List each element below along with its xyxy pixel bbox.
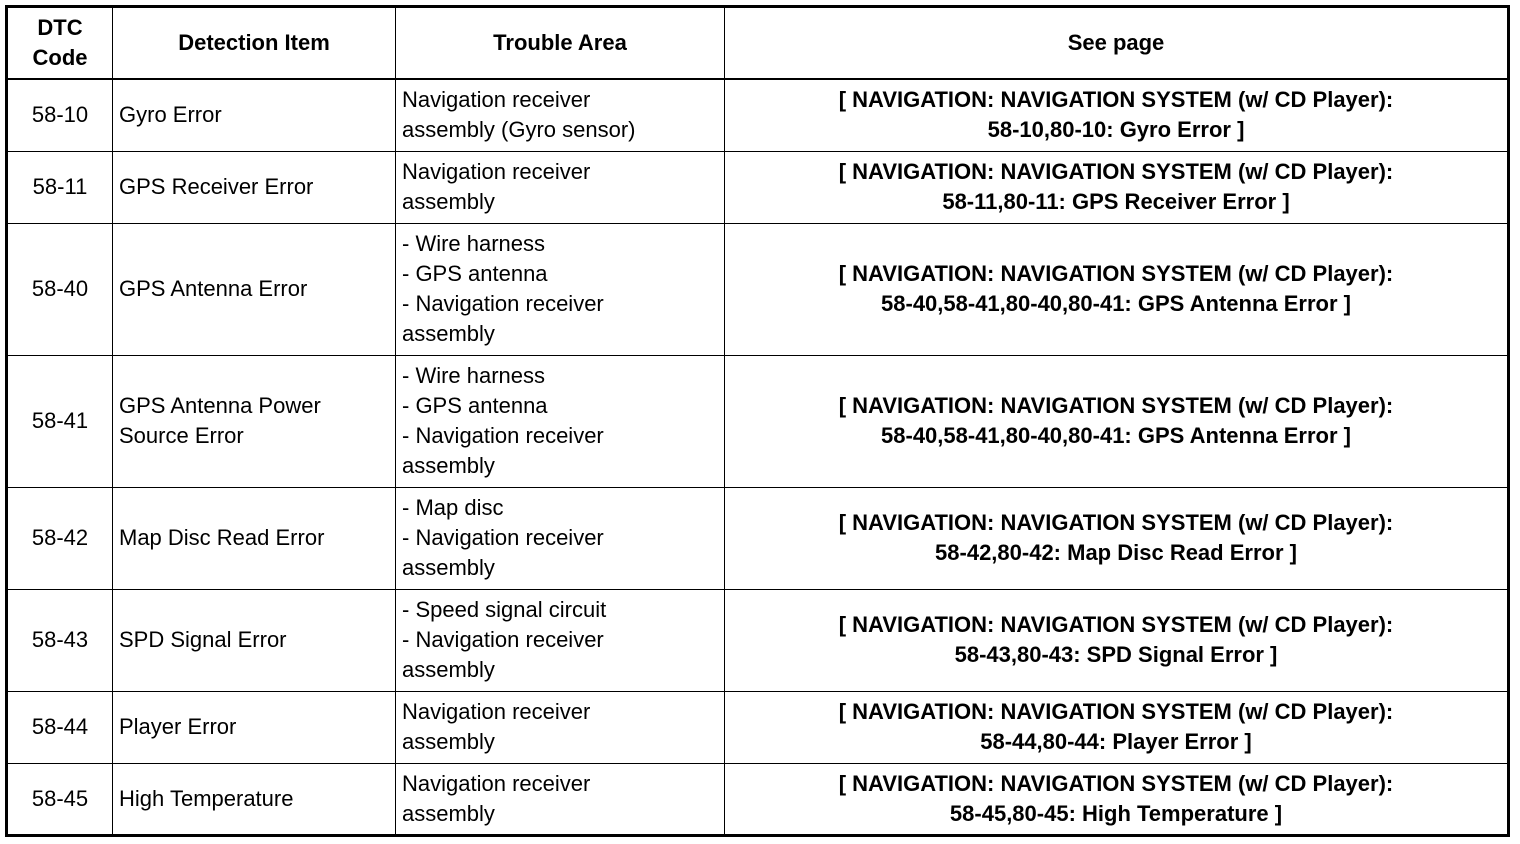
see-page-line: [ NAVIGATION: NAVIGATION SYSTEM (w/ CD Player): — [838, 261, 1394, 286]
trouble-area-line: assembly — [402, 453, 495, 478]
trouble-area-line: assembly — [402, 189, 495, 214]
see-page-line: 58-11,80-11: GPS Receiver Error ] — [942, 189, 1290, 214]
trouble-area-cell — [396, 151, 725, 223]
table-row — [7, 487, 1509, 589]
table-row — [7, 151, 1509, 223]
detection-item-cell — [113, 589, 396, 691]
see-page-line: 58-43,80-43: SPD Signal Error ] — [954, 642, 1278, 667]
table-row — [7, 589, 1509, 691]
trouble-area-cell — [396, 691, 725, 763]
see-page-cell — [725, 589, 1509, 691]
see-page-line: [ NAVIGATION: NAVIGATION SYSTEM (w/ CD Player): — [838, 770, 1394, 796]
dtc-code-cell: 58-45 — [7, 763, 113, 835]
see-page-line: [ NAVIGATION: NAVIGATION SYSTEM (w/ CD Player): — [838, 393, 1394, 418]
trouble-area-line: Navigation receiver — [402, 699, 591, 724]
table-body — [7, 79, 1509, 835]
dtc-table-container — [5, 5, 1510, 837]
see-page-line: [ NAVIGATION: NAVIGATION SYSTEM (w/ CD Player): — [838, 699, 1394, 724]
dtc-code-cell: 58-42 — [7, 487, 113, 589]
trouble-area-line: assembly — [402, 657, 495, 682]
table-row — [7, 355, 1509, 487]
see-page-cell — [725, 223, 1509, 355]
detection-item-line: Gyro Error — [119, 102, 222, 128]
dtc-table — [5, 5, 1510, 837]
detection-item-line: GPS Antenna Power — [119, 393, 321, 418]
see-page-cell — [725, 79, 1509, 151]
trouble-area-line: assembly — [402, 321, 495, 346]
see-page-line: 58-42,80-42: Map Disc Read Error ] — [935, 540, 1297, 565]
see-page-line: [ NAVIGATION: NAVIGATION SYSTEM (w/ CD Player): — [838, 612, 1394, 637]
trouble-area-cell — [396, 763, 725, 835]
dtc-code-cell: 58-41 — [7, 355, 113, 487]
trouble-area-line: - Navigation receiver — [402, 627, 604, 652]
detection-item-line: GPS Receiver Error — [119, 174, 314, 199]
header-see-page: See page — [725, 7, 1509, 80]
see-page-cell — [725, 487, 1509, 589]
trouble-area-line: - Speed signal circuit — [402, 597, 607, 622]
trouble-area-line: - Wire harness — [402, 363, 546, 388]
trouble-area-line: - Map disc — [402, 495, 504, 520]
trouble-area-cell — [396, 79, 725, 151]
detection-item-line: Source Error — [119, 423, 244, 448]
dtc-code-cell: 58-11 — [7, 151, 113, 223]
trouble-area-line: - GPS antenna — [402, 393, 548, 418]
detection-item-cell — [113, 151, 396, 223]
trouble-area-cell — [396, 355, 725, 487]
see-page-line: 58-40,58-41,80-40,80-41: GPS Antenna Error ] — [881, 291, 1351, 316]
header-row — [7, 7, 1509, 80]
see-page-line: 58-10,80-10: Gyro Error ] — [987, 117, 1245, 143]
header-trouble-area: Trouble Area — [396, 7, 725, 80]
dtc-code-cell: 58-10 — [7, 79, 113, 151]
table-row — [7, 223, 1509, 355]
header-dtc-code-line2: Code — [32, 45, 88, 70]
trouble-area-line: assembly — [402, 800, 495, 826]
trouble-area-line: assembly — [402, 555, 495, 580]
dtc-code-cell: 58-40 — [7, 223, 113, 355]
trouble-area-line: - Navigation receiver — [402, 525, 604, 550]
header-dtc-code-line1: DTC — [37, 15, 83, 40]
detection-item-cell — [113, 691, 396, 763]
detection-item-cell — [113, 355, 396, 487]
table-header — [7, 7, 1509, 80]
trouble-area-cell — [396, 223, 725, 355]
table-row — [7, 79, 1509, 151]
dtc-code-cell: 58-43 — [7, 589, 113, 691]
detection-item-line: SPD Signal Error — [119, 627, 287, 652]
trouble-area-line: assembly — [402, 729, 495, 754]
detection-item-line: Player Error — [119, 714, 237, 739]
trouble-area-line: Navigation receiver — [402, 87, 591, 113]
see-page-line: [ NAVIGATION: NAVIGATION SYSTEM (w/ CD Player): — [838, 87, 1394, 113]
trouble-area-line: Navigation receiver — [402, 770, 591, 796]
detection-item-line: High Temperature — [119, 785, 294, 811]
trouble-area-cell — [396, 589, 725, 691]
see-page-cell — [725, 151, 1509, 223]
trouble-area-cell — [396, 487, 725, 589]
see-page-line: 58-45,80-45: High Temperature ] — [949, 800, 1283, 826]
detection-item-line: Map Disc Read Error — [119, 525, 325, 550]
see-page-cell — [725, 763, 1509, 835]
see-page-cell — [725, 691, 1509, 763]
see-page-line: [ NAVIGATION: NAVIGATION SYSTEM (w/ CD Player): — [838, 510, 1394, 535]
detection-item-cell — [113, 223, 396, 355]
header-detection-item: Detection Item — [113, 7, 396, 80]
trouble-area-line: Navigation receiver — [402, 159, 591, 184]
detection-item-cell — [113, 487, 396, 589]
dtc-code-cell: 58-44 — [7, 691, 113, 763]
detection-item-line: GPS Antenna Error — [119, 276, 308, 301]
see-page-line: 58-40,58-41,80-40,80-41: GPS Antenna Error ] — [881, 423, 1351, 448]
see-page-line: 58-44,80-44: Player Error ] — [980, 729, 1252, 754]
see-page-cell — [725, 355, 1509, 487]
table-row — [7, 691, 1509, 763]
detection-item-cell — [113, 79, 396, 151]
trouble-area-line: - Navigation receiver — [402, 291, 604, 316]
trouble-area-line: assembly (Gyro sensor) — [402, 117, 636, 143]
header-dtc-code — [7, 7, 113, 80]
detection-item-cell — [113, 763, 396, 835]
table-row — [7, 763, 1509, 835]
trouble-area-line: - Navigation receiver — [402, 423, 604, 448]
trouble-area-line: - Wire harness — [402, 231, 546, 256]
see-page-line: [ NAVIGATION: NAVIGATION SYSTEM (w/ CD Player): — [838, 159, 1394, 184]
trouble-area-line: - GPS antenna — [402, 261, 548, 286]
